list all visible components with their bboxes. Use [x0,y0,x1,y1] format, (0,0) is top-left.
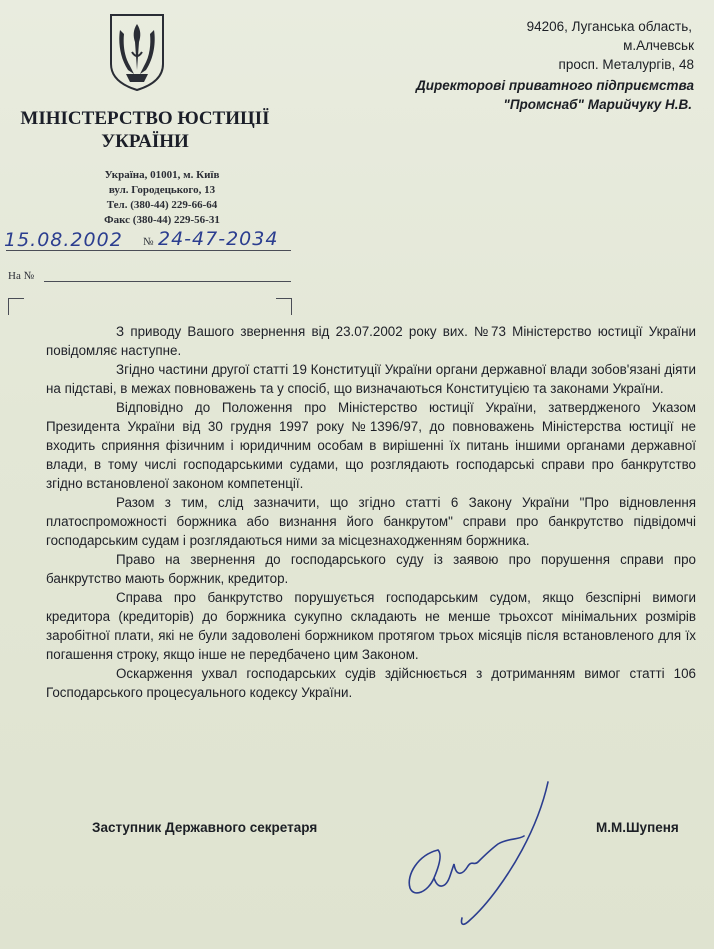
handwritten-signature-icon [398,780,573,930]
signer-position: Заступник Державного секретаря [92,820,318,835]
body-paragraph: Справа про банкрутство порушується господарським судом, якщо безспірні вимоги кредитора (кредиторів) до боржника сукупно складають не менше трьохсот мінімальних розмірів заробітної плати, які не були задоволені боржником протягом трьох місяців після встановленого для їх погашення строку, якщо інше не передбачено цим Законом. [46,590,696,662]
body-paragraph: З приводу Вашого звернення від 23.07.2002 року вих. №73 Міністерство юстиції України повідомляє наступне. [46,324,696,358]
outgoing-number: 24-47-2034 [158,228,279,250]
ministry-title: МІНІСТЕРСТВО ЮСТИЦІЇ [20,108,270,129]
body-paragraph: Право на звернення до господарського суду із заявою про порушення справи про банкрутство мають боржник, кредитор. [46,552,696,586]
ministry-subtitle: УКРАЇНИ [101,131,189,152]
outgoing-number-label: № [143,236,154,248]
contact-address-line2: вул. Городецького, 13 [108,184,216,196]
contact-address-line1: Україна, 01001, м. Київ [104,169,220,181]
address-corner-left [8,298,24,315]
recipient-postcode-region: 94206, Луганська область, [526,19,692,34]
incoming-number-label: На № [8,270,35,282]
recipient-title: Директорові приватного підприємства [416,78,694,93]
letter-body [46,322,696,702]
contact-fax: Факс (380-44) 229-56-31 [104,214,220,226]
signer-name: М.М.Шупеня [596,820,679,835]
body-paragraph: Оскарження ухвал господарських судів здійснюється з дотриманням вимог статті 106 Господарського процесуального кодексу України. [46,666,696,700]
address-corner-right [276,298,292,315]
outgoing-date: 15.08.2002 [4,229,123,251]
recipient-street: просп. Металургів, 48 [558,57,694,72]
trident-emblem-icon [108,12,166,92]
contact-phone: Тел. (380-44) 229-66-64 [106,199,218,211]
recipient-name: "Промснаб" Марийчуку Н.В. [503,97,692,112]
recipient-city: м.Алчевськ [623,38,694,53]
outgoing-underline [6,250,291,251]
incoming-underline [44,281,291,282]
body-paragraph: Разом з тим, слід зазначити, що згідно статті 6 Закону України "Про відновлення платоспроможності боржника або визнання його банкрутом" справи про банкрутство підвідомчі господарським судам і розглядаються ними за місцезнаходженням боржника. [46,495,696,548]
contact-block [62,168,262,228]
body-paragraph: Відповідно до Положення про Міністерство юстиції України, затвердженого Указом Президента України від 30 грудня 1997 року №1396/97, до повноважень Міністерства юстиції не входить сприяння фізичним і юридичним особам в вирішенні їх питань іншими органами державної влади, в тому числі господарськими судами, що розглядають господарські справи про банкрутство згідно встановленої законом компетенції. [46,400,696,491]
body-paragraph: Згідно частини другої статті 19 Конституції України органи державної влади зобов'язані діяти на підставі, в межах повноважень та у спосіб, що визначаються Конституцією та законами України. [46,362,696,396]
